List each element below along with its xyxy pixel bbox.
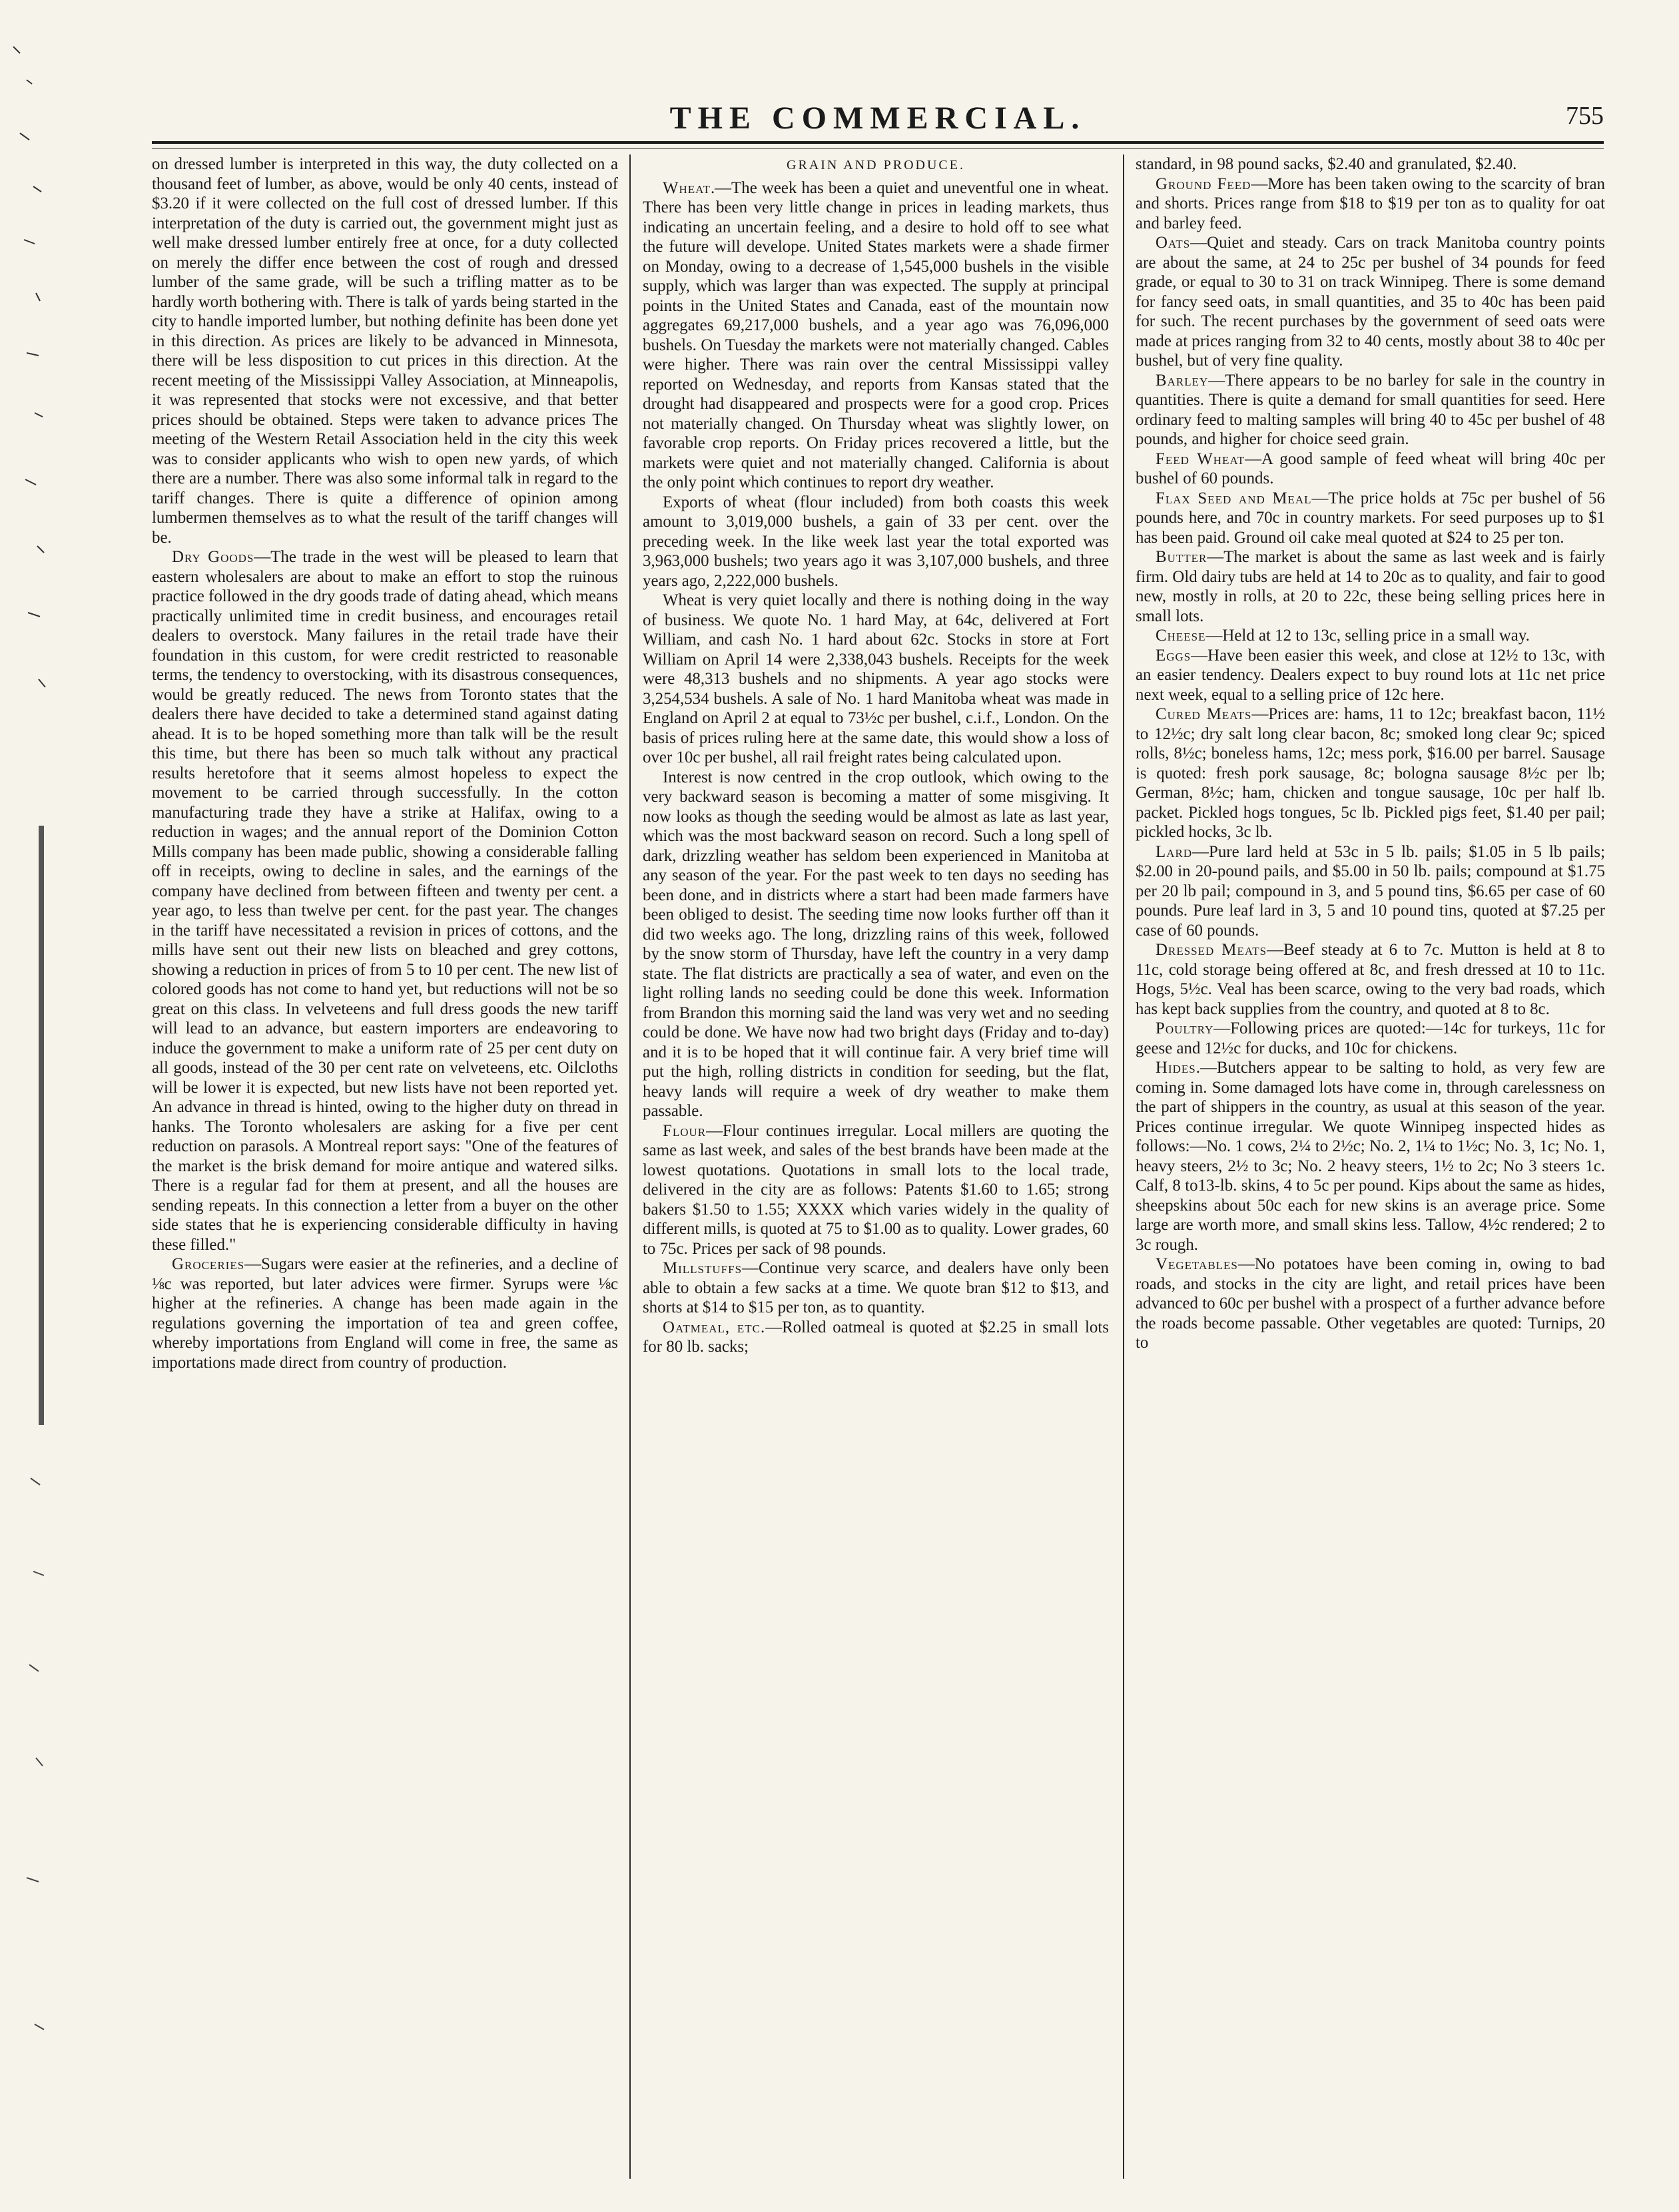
hides-text: .—Butchers appear to be salting to hold, as very few are coming in. Some damaged lots have come in, through carelessness on the part of shippers in the country, as usual at this season of the year. Prices continue irregular. We quote Winnipeg inspected hides as follows:—No. 1 cows, 2¼ to 2½c; No. 2, 1¼ to 1½c; No. 3, 1c; No. 1, heavy steers, 2½ to 3c; No. 2 heavy steers, 1½ to 2c; No 3 steers 1c. Calf, 8 to13-lb. skins, 4 to 5c per pound. Kips about the same as hides, sheepskins about 50c each for new skins is an average price. Some large are worth more, and small skins less. Tallow, 4½c rendered; 2 to 3c rough. (1136, 1059, 1605, 1254)
millstuffs-paragraph (643, 1258, 1109, 1318)
header-rule-thick (152, 141, 1604, 144)
vegetables-paragraph (1136, 1254, 1605, 1353)
eggs-heading: Eggs (1156, 646, 1191, 665)
flax-seed-text: —The price holds at 75c per bushel of 56 pounds here, and 70c in country markets. For seed purposes up to $1 has been paid. Ground oil cake meal quoted at $24 to 25 per ton. (1136, 489, 1605, 547)
barley-heading: Barley (1156, 371, 1209, 390)
cured-meats-paragraph (1136, 704, 1605, 842)
page-number: 755 (1566, 102, 1604, 130)
poultry-text: —Following prices are quoted:—14c for turkeys, 11c for geese and 12½c for ducks, and 10c for chickens. (1136, 1019, 1605, 1057)
column-divider-1 (629, 154, 631, 2179)
masthead (152, 100, 1604, 135)
ground-feed-paragraph (1136, 174, 1605, 234)
column-3 (1136, 154, 1605, 2172)
groceries-text: —Sugars were easier at the refineries, and a decline of ⅛c was reported, but later advices were firmer. Syrups were ⅛c higher at the refineries. A change has been made again in the regulations governing the importation of tea and green coffee, whereby importations from England will come in free, the same as importations made direct from country of production. (152, 1255, 618, 1372)
dressed-meats-paragraph (1136, 940, 1605, 1019)
wheat-heading: Wheat (663, 178, 711, 197)
cured-meats-heading: Cured Meats (1156, 705, 1252, 723)
flour-text: —Flour continues irregular. Local millers are quoting the same as last week, and sales of the best brands have been made at the lowest quotations. Quotations in small lots to the local trade, delivered in the city are as follows: Patents $1.60 to 1.65; strong bakers $1.50 to 1.55; XXXX which varies widely in the quality of different mills, is quoted at 75 to $1.00 as to quality. Lower grades, 60 to 75c. Prices per sack of 98 pounds. (643, 1121, 1109, 1258)
oats-text: —Quiet and steady. Cars on track Manitoba country points are about the same, at 24 to 25c per bushel of 34 pounds for feed grade, or equal to 30 to 31 on track Winnipeg. There is some demand for fancy seed oats, in small quantities, and 35 to 40c has been paid for such. The recent purchases by the government of seed oats were made at prices ranging from 32 to 40 cents, mostly about 38 to 40c per bushel, but of very fine quality. (1136, 234, 1605, 370)
wheat-paragraph (643, 178, 1109, 493)
column-2 (643, 154, 1109, 2172)
barley-text: —There appears to be no barley for sale in the country in quantities. There is quite a demand for small quantities for seed. Here ordinary feed to malting samples will bring 40 to 45c per bushel of 48 pounds, and higher for choice seed grain. (1136, 371, 1605, 448)
local-wheat-paragraph: Wheat is very quiet locally and there is nothing doing in the way of business. We quote No. 1 hard May, at 64c, delivered at Fort William, and cash No. 1 hard about 62c. Stocks in store at Fort William on April 14 were 2,338,043 bushels. Receipts for the week were 48,313 bushels and no shipments. A year ago stocks were 3,254,534 bushels. A sale of No. 1 hard Manitoba wheat was made in England on April 2 at equal to 73½c per bushel, c.i.f., London. On the basis of prices ruling here at the same date, this would show a loss of over 10c per bushel, all rail freight rates being calculated upon. (643, 591, 1109, 766)
section-heading-grain-produce: GRAIN AND PRODUCE. (787, 158, 965, 172)
millstuffs-text: —Continue very scarce, and dealers have only been able to obtain a few sacks at a time. We quote bran $12 to $13, and shorts at $14 to $15 per ton, as to quantity. (643, 1259, 1109, 1316)
millstuffs-heading: Millstuffs (663, 1259, 743, 1277)
butter-heading: Butter (1156, 548, 1207, 566)
vegetables-text: —No potatoes have been coming in, owing to bad roads, and stocks in the city are light, and retail prices have been advanced to 60c per bushel with a prospect of a further advance before the roads become passable. Other vegetables are quoted: Turnips, 20 to (1136, 1255, 1605, 1352)
eggs-text: —Have been easier this week, and close at 12½ to 13c, with an easier tendency. Dealers expect to buy round lots at 11c net price next week, equal to a selling price of 12c here. (1136, 646, 1605, 704)
flax-seed-paragraph (1136, 489, 1605, 548)
wheat-text: .—The week has been a quiet and uneventful one in wheat. There has been very little change in prices in leading markets, thus indicating an uncertain feeling, and a desire to hold off to see what the future will develope. United States markets were a shade firmer on Monday, owing to a decrease of 1,545,000 bushels in the visible supply, which was larger than was expected. The supply at principal points in the United States and Canada, east of the mountain now aggregates 69,217,000 bushels, and a year ago was 76,096,000 bushels. On Tuesday the markets were not materially changed. Cables were higher. There was rain over the central Mississippi valley reported on Wednesday, and reports from Kansas stated that the drought had disappeared and prospects were for a good crop. Prices not materially changed. On Thursday wheat was slightly lower, on favorable crop reports. On Friday prices recovered a little, but the markets were quiet and not materially changed. California is about the only point which continues to report dry weather. (643, 178, 1109, 491)
feed-wheat-heading: Feed Wheat (1156, 449, 1245, 468)
lard-heading: Lard (1156, 842, 1193, 861)
poultry-paragraph (1136, 1019, 1605, 1058)
poultry-heading: Poultry (1156, 1019, 1214, 1037)
barley-paragraph (1136, 371, 1605, 449)
butter-paragraph (1136, 547, 1605, 626)
oatmeal-continued-paragraph: standard, in 98 pound sacks, $2.40 and granulated, $2.40. (1136, 155, 1517, 173)
oats-paragraph (1136, 233, 1605, 371)
groceries-heading: Groceries (172, 1255, 245, 1273)
eggs-paragraph (1136, 646, 1605, 705)
flour-heading: Flour (663, 1121, 707, 1140)
page-edge-marks (0, 40, 67, 2197)
oatmeal-heading: Oatmeal, etc. (663, 1318, 766, 1336)
dry-goods-heading: Dry Goods (172, 548, 254, 566)
ground-feed-heading: Ground Feed (1156, 174, 1251, 193)
feed-wheat-paragraph (1136, 449, 1605, 489)
cured-meats-text: —Prices are: hams, 11 to 12c; breakfast bacon, 11½ to 12½c; dry salt long clear bacon, 8c; smoked long clear 9c; spiced rolls, 8½c; boneless hams, 12c; mess pork, $16.00 per barrel. Sausage is quoted: fresh pork sausage, 8c; bologna sausage 8½c per lb; German, 8½c; ham, chicken and tongue sausage, 10c per half lb. packet. Pickled hogs tongues, 5c lb. Pickled pigs feet, $1.40 per pail; pickled hocks, 3c lb. (1136, 705, 1605, 841)
publication-title: THE COMMERCIAL. (669, 101, 1086, 136)
lard-text: —Pure lard held at 53c in 5 lb. pails; $1.05 in 5 lb pails; $2.00 in 20-pound pails, and $5.00 in 50 lb. pails; compound at $1.75 per 20 lb pail; compound in 3, and 5 pound tins, $6.65 per case of 60 pounds. Pure leaf lard in 3, 5 and 10 pound tins, quoted at $7.25 per case of 60 pounds. (1136, 842, 1605, 940)
cheese-text: —Held at 12 to 13c, selling price in a small way. (1205, 627, 1530, 645)
crop-outlook-paragraph: Interest is now centred in the crop outlook, which owing to the very backward season is becoming a matter of some misgiving. It now looks as though the seeding would be almost as late as last year, which was the most backward season on record. Such a long spell of dark, drizzling weather has seldom been experienced in Manitoba at any season of the year. For the past week to ten days no seeding has been done, and in districts where a start had been made farmers have been obliged to desist. The seeding time now looks further off than it did two weeks ago. The long, drizzling rains of this week, followed by the snow storm of Thursday, have left the country in a very damp state. The flat districts are practically a sea of water, and even on the light rolling lands no seeding could be done this week. Information from Brandon this morning said the land was very wet and no seeding could be done. We have now had two bright days (Friday and to-day) and it is to be hoped that it will continue fair. A very brief time will put the high, rolling districts in condition for seeding, but the flat, heavy lands will require a week of dry weather to make them passable. (643, 768, 1109, 1120)
butter-text: —The market is about the same as last week and is fairly firm. Old dairy tubs are held at 14 to 20c as to quality, and fair to good new, mostly in rolls, at 20 to 22c, these being selling prices here in small lots. (1136, 548, 1605, 625)
lumber-paragraph: on dressed lumber is interpreted in this way, the duty collected on a thousand feet of lumber, as above, would be only 40 cents, instead of $3.20 if it were collected on the full cost of dressed lumber. If this interpretation of the duty is carried out, the government might just as well make dressed lumber entirely free at once, for a duty collected on merely the differ ence between the cost of rough and dressed lumber of the same grade, will be such a trifling matter as to be hardly worth bothering with. There is talk of yards being started in the city to handle imported lumber, but nothing definite has been done yet in this direction. As prices are likely to be advanced in Minnesota, there will be less disposition to cut prices in this direction. At the recent meeting of the Mississippi Valley Association, at Minneapolis, it was represented that stocks were not excessive, and that better prices should be obtained. Steps were taken to advance prices The meeting of the Western Retail Association held in the city this week was to consider applicants who wish to open new yards, of which there are a number. There was also some informal talk in regard to the tariff changes. There is quite a difference of opinion among lumbermen themselves as to what the result of the tariff changes will be. (152, 155, 618, 547)
column-divider-2 (1123, 154, 1124, 2179)
flour-paragraph (643, 1121, 1109, 1259)
exports-paragraph: Exports of wheat (flour included) from both coasts this week amount to 3,019,000 bushels, a gain of 33 per cent. over the preceding week. In the like week last year the total exported was 3,963,000 bushels; two years ago it was 3,107,000 bushels, and three years ago, 2,222,000 bushels. (643, 493, 1109, 590)
flax-seed-heading: Flax Seed and Meal (1156, 489, 1312, 507)
feed-wheat-text: —A good sample of feed wheat will bring 40c per bushel of 60 pounds. (1136, 449, 1605, 487)
lard-paragraph (1136, 842, 1605, 941)
dressed-meats-text: —Beef steady at 6 to 7c. Mutton is held at 8 to 11c, cold storage being offered at 8c, and fresh dressed at 10 to 11c. Hogs, 5½c. Veal has been scarce, owing to the very bad roads, which has kept back supplies from the country, and quoted at 8 to 8c. (1136, 941, 1605, 1018)
ground-feed-text: —More has been taken owing to the scarcity of bran and shorts. Prices range from $18 to $19 per ton as to quality for oat and barley feed. (1136, 174, 1605, 232)
dry-goods-text: —The trade in the west will be pleased to learn that eastern wholesalers are about to make an effort to stop the ruinous practice followed in the dry goods trade of dating ahead, which means practically unlimited time in credit business, and encourages retail dealers to overstock. Many failures in the retail trade have their foundation in this custom, for were credit restricted to reasonable terms, the tendency to overstocking, with its disastrous consequences, would be greatly reduced. The news from Toronto states that the dealers there have decided to take a determined stand against dating ahead. It is to be hoped something more than talk will be the result this time, but there has been so much talk without any practical results heretofore that it seems almost hopeless to expect the movement to be carried through successfully. In the cotton manufacturing trade they have a strike at Halifax, owing to a reduction in wages; and the annual report of the Dominion Cotton Mills company has been made public, showing a considerable falling off in receipts, owing to decline in sales, and the earnings of the company have declined from between fifteen and twenty per cent. a year ago, to less than twelve per cent. for the past year. The changes in the tariff have necessitated a revision in prices of cottons, and the mills have sent out their new lists on bleached and grey cottons, showing a reduction in prices of from 5 to 10 per cent. The new list of colored goods has not come to hand yet, but reductions will not be so great on this class. In velveteens and full dress goods the new tariff will lead to an advance, but eastern importers are endeavoring to induce the government to make a uniform rate of 25 per cent duty on all goods, instead of the 30 per cent rate on velveteens, etc. Oilcloths will be lower it is expected, but new lists have not been reported yet. An advance in thread is hinted, owing to the higher duty on thread in hanks. The Toronto wholesalers are asking for a five per cent reduction on parasols. A Montreal report says: "One of the features of the market is the brisk demand for moire antique and watered silks. There is a regular fad for them at present, and all the houses are sending repeats. In this connection a letter from a buyer on the other side states that he is experiencing considerable difficulty in having these filled." (152, 548, 618, 1254)
dry-goods-paragraph (152, 547, 618, 1254)
hides-paragraph (1136, 1058, 1605, 1254)
cheese-heading: Cheese (1156, 627, 1206, 645)
oatmeal-text: —Rolled oatmeal is quoted at $2.25 in small lots for 80 lb. sacks; (643, 1318, 1109, 1356)
groceries-paragraph (152, 1254, 618, 1372)
vegetables-heading: Vegetables (1156, 1255, 1238, 1273)
hides-heading: Hides (1156, 1059, 1196, 1077)
cheese-paragraph (1136, 626, 1605, 646)
column-1 (152, 154, 618, 2172)
oatmeal-paragraph (643, 1318, 1109, 1357)
dressed-meats-heading: Dressed Meats (1156, 941, 1267, 959)
oats-heading: Oats (1156, 234, 1191, 252)
